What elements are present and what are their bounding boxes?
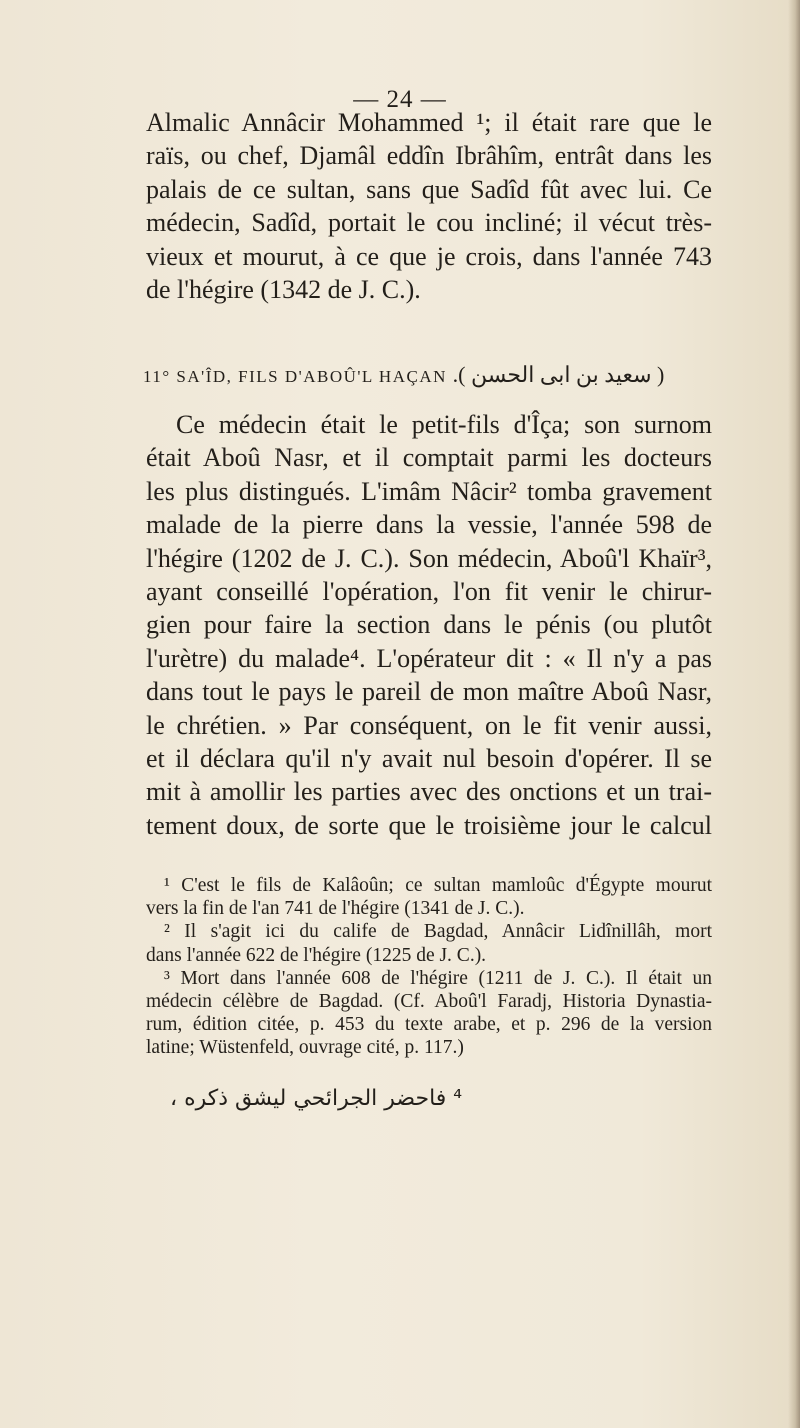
text-line: tement doux, de sorte que le troisième jour le calcul (146, 810, 712, 840)
footnote-line: médecin célèbre de Bagdad. (Cf. Aboû'l Faradj, Historia Dynastia- (146, 990, 712, 1012)
footnote-line: vers la fin de l'an 741 de l'hégire (1341 de J. C.). (146, 898, 525, 920)
page-number: — 24 — (353, 86, 447, 113)
section-heading (143, 362, 723, 388)
text-line: mit à amollir les parties avec des onctions et un trai- (146, 777, 712, 807)
footnote-line: ¹ C'est le fils de Kalâoûn; ce sultan mamloûc d'Égypte mourut (164, 875, 712, 896)
text-line: était Aboû Nasr, et il comptait parmi les docteurs (146, 443, 712, 473)
text-line: et il déclara qu'il n'y avait nul besoin d'opérer. Il se (146, 743, 712, 773)
paragraph-2 (146, 408, 712, 842)
text-line: l'urètre) du malade⁴. L'opérateur dit : « Il n'y a pas (146, 643, 712, 673)
text-line: ayant conseillé l'opération, l'on fit venir le chirur- (146, 576, 712, 606)
text-line: médecin, Sadîd, portait le cou incliné; il vécut très- (146, 208, 712, 238)
text-line: dans tout le pays le pareil de mon maître Aboû Nasr, (146, 677, 712, 707)
page-edge-shadow (788, 0, 800, 1428)
text-line: le chrétien. » Par conséquent, on le fit venir aussi, (146, 710, 712, 740)
text-line: Almalic Annâcir Mohammed ¹; il était rare que le (146, 108, 712, 137)
footnote-line: rum, édition citée, p. 453 du texte arabe, et p. 296 de la version (146, 1014, 712, 1036)
footnote-line: latine; Wüstenfeld, ouvrage cité, p. 117.) (146, 1037, 464, 1059)
text-line: vieux et mourut, à ce que je crois, dans l'année 743 (146, 241, 712, 271)
text-line: gien pour faire la section dans le pénis (ou plutôt (146, 610, 712, 640)
text-line: Ce médecin était le petit-fils d'Îça; son surnom (176, 410, 712, 439)
text-line: l'hégire (1202 de J. C.). Son médecin, Aboû'l Khaïr³, (146, 543, 712, 573)
section-title-arabic: ( سعيد بن ابى الحسن ). (452, 362, 665, 387)
footnote-4-arabic: ⁴ فاحضر الجرائحي ليشق ذكره ، (170, 1086, 463, 1111)
text-line: raïs, ou chef, Djamâl eddîn Ibrâhîm, entrât dans les (146, 141, 712, 171)
footnote-line: ² Il s'agit ici du calife de Bagdad, Annâcir Lidînillâh, mort (164, 921, 712, 943)
text-line: les plus distingués. L'imâm Nâcir² tomba gravement (146, 476, 712, 506)
text-line: malade de la pierre dans la vessie, l'année 598 de (146, 510, 712, 540)
text-line: de l'hégire (1342 de J. C.). (146, 274, 421, 304)
footnote-line: dans l'année 622 de l'hégire (1225 de J. C.). (146, 944, 487, 966)
footnotes (146, 874, 712, 1060)
text-line: palais de ce sultan, sans que Sadîd fût avec lui. Ce (146, 174, 712, 204)
footnote-line: ³ Mort dans l'année 608 de l'hégire (1211 de J. C.). Il était un (164, 967, 712, 989)
paragraph-1 (146, 106, 712, 306)
section-number: 11° (143, 367, 171, 386)
section-title: SA'ÎD, FILS D'ABOÛ'L HAÇAN (176, 367, 447, 386)
